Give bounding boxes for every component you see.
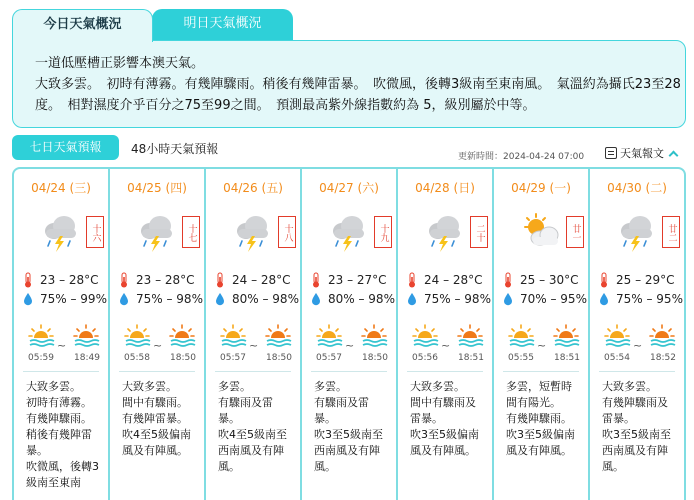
seven-day-forecast-grid xyxy=(12,167,686,500)
lunar-date: 廿二 xyxy=(662,216,680,248)
sunrise-time: 05:54 xyxy=(604,353,630,363)
48-hour-forecast-link[interactable]: 48小時天氣預報 xyxy=(131,142,219,156)
humidity-range: 80% – 98% xyxy=(232,292,299,306)
forecast-day-column xyxy=(398,169,494,500)
day-divider xyxy=(311,371,387,372)
forecast-date: 04/26 (五) xyxy=(223,181,283,195)
document-icon xyxy=(605,147,617,159)
weather-bulletin-label: 天氣報文 xyxy=(620,147,664,160)
forecast-description-line: 風及有陣風。 xyxy=(410,444,476,457)
thermometer-icon xyxy=(407,272,417,288)
sunrise-time: 05:55 xyxy=(508,353,534,363)
forecast-description-line: 吹微風，後轉3 xyxy=(26,460,99,473)
sunset-time: 18:50 xyxy=(266,353,292,363)
forecast-description-line: 吹4至5級偏南 xyxy=(122,428,191,441)
sunrise-icon xyxy=(507,323,535,349)
sun-cloud-icon xyxy=(520,211,562,253)
day-divider xyxy=(407,371,483,372)
day-divider xyxy=(119,371,195,372)
forecast-description-line: 間中有驟雨及 xyxy=(410,396,476,409)
sunset-time: 18:51 xyxy=(458,353,484,363)
sunrise-time: 05:59 xyxy=(28,353,54,363)
sunset-time: 18:52 xyxy=(650,353,676,363)
sunrise-icon xyxy=(123,323,151,349)
forecast-description-line: 有驟雨及雷 xyxy=(314,396,369,409)
forecast-tabs xyxy=(12,9,312,41)
thermometer-icon xyxy=(215,272,225,288)
forecast-day-column xyxy=(206,169,302,500)
forecast-description-line: 多雲，短暫時 xyxy=(506,380,572,393)
sun-times xyxy=(120,323,196,371)
sun-times xyxy=(504,323,580,371)
forecast-description-line: 吹3至5級南至 xyxy=(314,428,383,441)
sunset-time: 18:50 xyxy=(362,353,388,363)
lunar-date: 二十 xyxy=(470,216,488,248)
sunrise-icon xyxy=(411,323,439,349)
sunrise-time: 05:57 xyxy=(220,353,246,363)
summary-line-2: 大致多雲。 初時有薄霧。有幾陣驟雨。稍後有幾陣雷暴。 吹微風，後轉3級南至東南風。 氣溫約為攝氏23至28 xyxy=(35,77,681,92)
forecast-description-line: 暴。 xyxy=(218,412,240,425)
forecast-date: 04/25 (四) xyxy=(127,181,187,195)
humidity-range: 75% – 98% xyxy=(424,292,491,306)
day-divider xyxy=(503,371,579,372)
forecast-description-line: 間中有驟雨。 xyxy=(122,396,188,409)
forecast-description-line: 大致多雲。 xyxy=(26,380,81,393)
forecast-description-line: 大致多雲。 xyxy=(602,380,657,393)
day-divider xyxy=(215,371,291,372)
weather-bulletin-button[interactable] xyxy=(605,145,677,161)
summary-line-1: 一道低壓槽正影響本澳天氣。 xyxy=(35,56,205,71)
sunset-time: 18:50 xyxy=(170,353,196,363)
sun-times xyxy=(312,323,388,371)
forecast-date: 04/29 (一) xyxy=(511,181,571,195)
cloud-lightning-icon xyxy=(424,211,466,253)
sunset-icon xyxy=(264,323,292,349)
forecast-day-column xyxy=(302,169,398,500)
forecast-date: 04/24 (三) xyxy=(31,181,91,195)
cloud-lightning-icon xyxy=(136,211,178,253)
forecast-description-line: 西南風及有陣 xyxy=(602,444,668,457)
sunrise-time: 05:57 xyxy=(316,353,342,363)
sun-times xyxy=(216,323,292,371)
sun-times xyxy=(600,323,676,371)
forecast-description xyxy=(314,379,394,475)
cloud-lightning-icon xyxy=(40,211,82,253)
sunset-icon xyxy=(552,323,580,349)
forecast-description-line: 暴。 xyxy=(26,444,48,457)
forecast-description xyxy=(122,379,202,459)
temperature-range: 23 – 28°C xyxy=(40,273,99,287)
humidity-drop-icon xyxy=(23,291,33,305)
humidity-range: 80% – 98% xyxy=(328,292,395,306)
forecast-description-line: 雷暴。 xyxy=(602,412,635,425)
sunset-time: 18:51 xyxy=(554,353,580,363)
seven-day-forecast-button[interactable]: 七日天氣預報 xyxy=(12,135,119,160)
forecast-description-line: 初時有薄霧。 xyxy=(26,396,92,409)
sun-times-separator: ~ xyxy=(153,339,163,352)
forecast-description xyxy=(218,379,298,475)
humidity-drop-icon xyxy=(311,291,321,305)
sunset-icon xyxy=(360,323,388,349)
sun-times xyxy=(24,323,100,371)
forecast-description-line: 吹3至5級偏南 xyxy=(410,428,479,441)
forecast-description-line: 級南至東南 xyxy=(26,476,81,489)
forecast-description-line: 西南風及有陣 xyxy=(218,444,284,457)
update-time: 更新時間：2024-04-24 07:00 xyxy=(458,152,585,162)
forecast-description-line: 風。 xyxy=(314,460,336,473)
lunar-date: 十七 xyxy=(182,216,200,248)
sun-times-separator: ~ xyxy=(249,339,259,352)
forecast-description-line: 稍後有幾陣雷 xyxy=(26,428,92,441)
sunset-time: 18:49 xyxy=(74,353,100,363)
humidity-drop-icon xyxy=(119,291,129,305)
today-summary-panel xyxy=(12,40,686,128)
temperature-range: 25 – 29°C xyxy=(616,273,675,287)
thermometer-icon xyxy=(503,272,513,288)
sunrise-time: 05:58 xyxy=(124,353,150,363)
thermometer-icon xyxy=(311,272,321,288)
humidity-range: 75% – 95% xyxy=(616,292,683,306)
lunar-date: 十八 xyxy=(278,216,296,248)
cloud-lightning-icon xyxy=(328,211,370,253)
forecast-description-line: 風及有陣風。 xyxy=(506,444,572,457)
forecast-description-line: 有幾陣驟雨及 xyxy=(602,396,668,409)
forecast-description-line: 風。 xyxy=(218,460,240,473)
lunar-date: 廿一 xyxy=(566,216,584,248)
summary-line-3: 度。 相對濕度介乎百分之75至99之間。 預測最高紫外線指數約為 5，級別屬於中等。 xyxy=(35,98,536,113)
forecast-date: 04/30 (二) xyxy=(607,181,667,195)
sunrise-icon xyxy=(27,323,55,349)
sunrise-icon xyxy=(219,323,247,349)
tab-tomorrow-overview[interactable]: 明日天氣概況 xyxy=(152,9,293,41)
sun-times-separator: ~ xyxy=(633,339,643,352)
forecast-description xyxy=(410,379,490,459)
forecast-description-line: 吹3至5級南至 xyxy=(602,428,671,441)
temperature-range: 24 – 28°C xyxy=(424,273,483,287)
thermometer-icon xyxy=(23,272,33,288)
forecast-description-line: 有幾陣驟雨。 xyxy=(506,412,572,425)
forecast-description-line: 間有陽光。 xyxy=(506,396,561,409)
forecast-date: 04/27 (六) xyxy=(319,181,379,195)
humidity-drop-icon xyxy=(503,291,513,305)
forecast-description-line: 有幾陣雷暴。 xyxy=(122,412,188,425)
sun-times-separator: ~ xyxy=(345,339,355,352)
forecast-description xyxy=(506,379,586,459)
forecast-description-line: 多雲。 xyxy=(218,380,251,393)
forecast-description-line: 風。 xyxy=(602,460,624,473)
thermometer-icon xyxy=(119,272,129,288)
forecast-day-column xyxy=(590,169,684,500)
forecast-description-line: 大致多雲。 xyxy=(122,380,177,393)
cloud-lightning-icon xyxy=(232,211,274,253)
forecast-description-line: 吹3至5級偏南 xyxy=(506,428,575,441)
forecast-description-line: 暴。 xyxy=(314,412,336,425)
sunset-icon xyxy=(72,323,100,349)
forecast-description-line: 雷暴。 xyxy=(410,412,443,425)
forecast-description xyxy=(26,379,106,491)
sun-times xyxy=(408,323,484,371)
forecast-description-line: 西南風及有陣 xyxy=(314,444,380,457)
sun-times-separator: ~ xyxy=(441,339,451,352)
forecast-description-line: 有幾陣驟雨。 xyxy=(26,412,92,425)
forecast-description-line: 多雲。 xyxy=(314,380,347,393)
forecast-description-line: 大致多雲。 xyxy=(410,380,465,393)
thermometer-icon xyxy=(599,272,609,288)
sunrise-time: 05:56 xyxy=(412,353,438,363)
forecast-description-line: 有驟雨及雷 xyxy=(218,396,273,409)
day-divider xyxy=(23,371,99,372)
sunset-icon xyxy=(168,323,196,349)
forecast-date: 04/28 (日) xyxy=(415,181,475,195)
temperature-range: 23 – 27°C xyxy=(328,273,387,287)
humidity-range: 70% – 95% xyxy=(520,292,587,306)
day-divider xyxy=(599,371,675,372)
forecast-day-column xyxy=(110,169,206,500)
humidity-drop-icon xyxy=(599,291,609,305)
sun-times-separator: ~ xyxy=(57,339,67,352)
sun-times-separator: ~ xyxy=(537,339,547,352)
lunar-date: 十九 xyxy=(374,216,392,248)
tab-today-overview[interactable]: 今日天氣概況 xyxy=(12,9,153,42)
sunrise-icon xyxy=(603,323,631,349)
sunset-icon xyxy=(648,323,676,349)
forecast-day-column xyxy=(14,169,110,500)
cloud-lightning-icon xyxy=(616,211,658,253)
temperature-range: 23 – 28°C xyxy=(136,273,195,287)
forecast-description-line: 風及有陣風。 xyxy=(122,444,188,457)
chevron-up-icon xyxy=(669,150,679,160)
forecast-day-column xyxy=(494,169,590,500)
temperature-range: 24 – 28°C xyxy=(232,273,291,287)
humidity-drop-icon xyxy=(407,291,417,305)
humidity-range: 75% – 98% xyxy=(136,292,203,306)
humidity-drop-icon xyxy=(215,291,225,305)
sunset-icon xyxy=(456,323,484,349)
sunrise-icon xyxy=(315,323,343,349)
lunar-date: 十六 xyxy=(86,216,104,248)
forecast-description-line: 吹4至5級南至 xyxy=(218,428,287,441)
forecast-description xyxy=(602,379,682,475)
humidity-range: 75% – 99% xyxy=(40,292,107,306)
temperature-range: 25 – 30°C xyxy=(520,273,579,287)
